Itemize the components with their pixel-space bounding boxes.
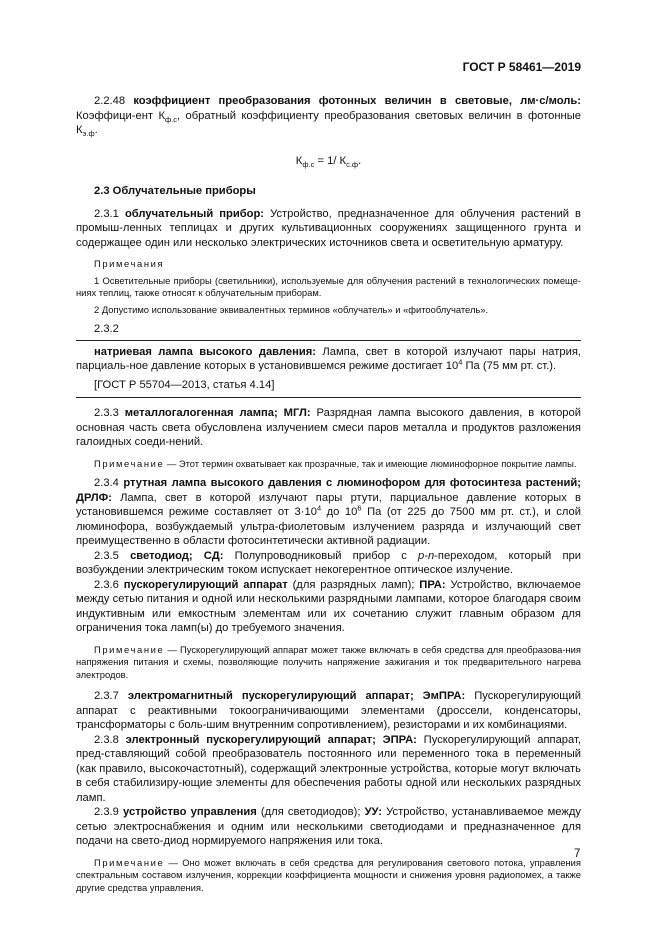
term-2-3-8: электронный пускорегулирующий аппарат; — [125, 733, 376, 746]
page-content — [76, 94, 581, 894]
clause-2-3-1: 2.3.1 облучательный прибор: Устройство, предназначенное для облучения растений в промыш-ленных теплицах и других культивационных сооружениях защищенного грунта и содержащее один или несколько электрических источников света и осветительную арматуру. — [76, 207, 581, 249]
section-title: 2.3 Облучательные приборы — [94, 185, 256, 197]
note-1: 1 Осветительные приборы (светильники), используемые для облучения растений в технологических помеще-ниях теплиц, также относят к облучательным приборам. — [76, 274, 581, 298]
term-2-3-2: натриевая лампа высокого давления: — [94, 345, 316, 358]
note-2: 2 Допустимо использование эквивалентных терминов «облучатель» и «фитооблучатель». — [94, 303, 489, 315]
term-2-3-5: светодиод; — [130, 549, 193, 562]
formula: $К_{ф.с} = 1/$ $К_{с.ф}$. — [295, 154, 362, 169]
term-2-3-1: облучательный прибор: — [124, 207, 265, 220]
note-2-3-3: Примечание — Этот термин охватывает как прозрачные, так и имеющие люминофорное покрытие лампы. — [94, 457, 577, 469]
note-2-3-9: Примечание — Оно может включать в себя средства для регулирования светового потока, управления спектральным составом излучения, коррекции коэффициента мощности и снижения уровня радиопомех, а также другие средства управления. — [76, 856, 581, 893]
document-id: ГОСТ Р 58461—2019 — [462, 60, 581, 74]
term-2-3-7: электромагнитный пускорегулирующий аппарат; — [127, 690, 414, 702]
clause-2-3-3: 2.3.3 металлогалогенная лампа; МГЛ: Разрядная лампа высокого давления, в которой основная часть света обусловлена излучением смеси паров металла и продуктов разложения галоидных соеди-нений. — [76, 407, 581, 448]
clause-2-3-4: 2.3.4 ртутная лампа высокого давления с люминофором для фотосинтеза растений; ДРЛФ: Лампа, свет в которой излучают пары ртути, парциальное давление которых в установившемся режиме составляет от $3\cdot 10^4$ до $10^6$ Па (от 225 до 7500 мм рт. ст.), и слой люминофора, возбуждаемый ультра-фиолетовым излучением разряда и излучающий свет преимущественно в области фотосинтетически активной радиации. — [76, 477, 582, 547]
term-2-3-3: металлогалогенная лампа; — [124, 407, 278, 419]
page-number: 7 — [574, 848, 581, 860]
clause-2-3-9: 2.3.9 устройство управления (для светодиодов); УУ: Устройство, устанавливаемое между сетью электроснабжения и одним или несколькими светодиодами и предназначенное для подачи на свето-диод нормируемого напряжения или тока. — [76, 806, 581, 847]
note-2-3-6: Примечание — Пускорегулирующий аппарат может также включать в себя средства для преобразова-ния напряжения питания и схемы, позволяющие получить напряжение зажигания и ток предварительного нагрева электродов. — [76, 643, 581, 680]
term-2-3-4: ртутная лампа высокого давления с люминофором для фотосинтеза растений; — [123, 477, 581, 489]
term-2-2-48: коэффициент преобразования фотонных величин в световые, лм·с/моль: — [133, 95, 581, 107]
clause-2-2-48: 2.2.48 коэффициент преобразования фотонных величин в световые, лм·с/моль: Коэффици-ент $К_{ф.с}$, обратный коэффициенту преобразования световых величин в фотонные $К_{э.ф}$. — [76, 95, 581, 139]
clause-2-3-7: 2.3.7 электромагнитный пускорегулирующий аппарат; ЭмПРА: Пускорегулирующий аппарат с реактивными токоограничивающими элементами (дроссели, конденсаторы, трансформаторы с боль-шим внутренним сопротивлением), резисторами и их комбинациями. — [76, 690, 581, 731]
term-2-3-6: пускорегулирующий аппарат — [123, 578, 288, 591]
clause-2-3-2: натриевая лампа высокого давления: Лампа, свет в которой излучают пары натрия, парциаль-ное давление которых в установившемся режиме достигает $10^4$ Па (75 мм рт. ст.). — [76, 345, 581, 372]
quoted-definition-box — [76, 340, 581, 399]
clause-2-3-2-number: 2.3.2 — [94, 323, 119, 335]
notes-label: Примечания — [94, 258, 165, 269]
term-2-3-9: устройство управления — [123, 806, 257, 818]
clause-2-3-6: 2.3.6 пускорегулирующий аппарат (для разрядных ламп); ПРА: Устройство, включаемое между сетью питания и одной или несколькими разрядными лампами, которое благодаря своим индуктивным или емкостным элементам или их сочетанию служит главным образом для ограничения тока ламп(ы) до требуемого значения. — [76, 578, 581, 634]
clause-2-3-5: 2.3.5 светодиод; СД: Полупроводниковый прибор с p-n-переходом, который при возбуждении электрическим током испускает некогерентное оптическое излучение. — [76, 549, 581, 576]
clause-2-3-8: 2.3.8 электронный пускорегулирующий аппарат; ЭПРА: Пускорегулирующий аппарат, пред-ставляющий собой преобразователь постоянного или переменного тока в переменный (как правило, высокочастотный), содержащий электронные устройства, которые могут включать в себя стабилизиру-ющие элементы для обеспечения работы одной или нескольких разрядных ламп. — [76, 733, 581, 804]
source-reference: [ГОСТ Р 55704—2013, статья 4.14] — [94, 378, 275, 391]
